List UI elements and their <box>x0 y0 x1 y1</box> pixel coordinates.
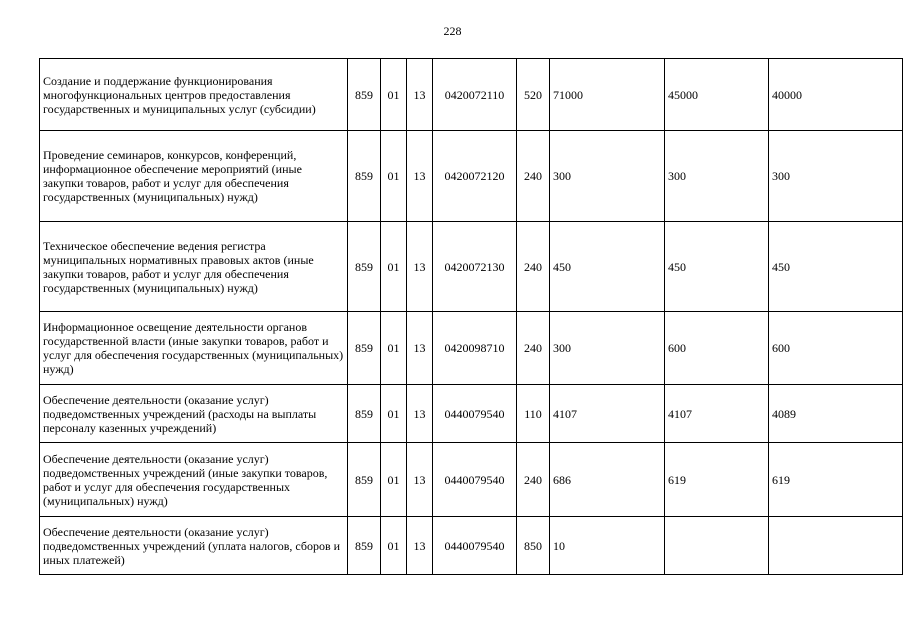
section-code: 01 <box>381 517 407 575</box>
amount-year-1: 450 <box>550 222 665 312</box>
amount-year-2: 619 <box>665 443 769 517</box>
row-description: Обеспечение деятельности (оказание услуг) подведомственных учреждений (уплата налогов, сборов и иных платежей) <box>40 517 348 575</box>
amount-year-3 <box>769 517 903 575</box>
table-row <box>40 59 903 131</box>
table-row <box>40 385 903 443</box>
subsection-code: 13 <box>407 131 433 222</box>
row-description: Обеспечение деятельности (оказание услуг) подведомственных учреждений (иные закупки товаров, работ и услуг для обеспечения государственных (муниципальных) нужд) <box>40 443 348 517</box>
ministry-code: 859 <box>348 222 381 312</box>
row-description: Создание и поддержание функционирования многофункциональных центров предоставления государственных и муниципальных услуг (субсидии) <box>40 59 348 131</box>
ministry-code: 859 <box>348 517 381 575</box>
table-row <box>40 222 903 312</box>
subsection-code: 13 <box>407 222 433 312</box>
expense-type-code: 110 <box>517 385 550 443</box>
page-number: 228 <box>443 24 462 38</box>
table-row <box>40 131 903 222</box>
ministry-code: 859 <box>348 443 381 517</box>
amount-year-3: 450 <box>769 222 903 312</box>
expense-type-code: 240 <box>517 443 550 517</box>
section-code: 01 <box>381 222 407 312</box>
section-code: 01 <box>381 312 407 385</box>
amount-year-2: 600 <box>665 312 769 385</box>
target-article-code: 0440079540 <box>433 517 517 575</box>
subsection-code: 13 <box>407 517 433 575</box>
amount-year-1: 686 <box>550 443 665 517</box>
ministry-code: 859 <box>348 131 381 222</box>
expense-type-code: 240 <box>517 131 550 222</box>
subsection-code: 13 <box>407 312 433 385</box>
subsection-code: 13 <box>407 59 433 131</box>
row-description: Информационное освещение деятельности органов государственной власти (иные закупки товаров, работ и услуг для обеспечения государственных (муниципальных) нужд) <box>40 312 348 385</box>
amount-year-2: 4107 <box>665 385 769 443</box>
subsection-code: 13 <box>407 443 433 517</box>
target-article-code: 0420072120 <box>433 131 517 222</box>
ministry-code: 859 <box>348 312 381 385</box>
amount-year-3: 600 <box>769 312 903 385</box>
target-article-code: 0420072110 <box>433 59 517 131</box>
amount-year-2: 450 <box>665 222 769 312</box>
expense-type-code: 240 <box>517 312 550 385</box>
section-code: 01 <box>381 385 407 443</box>
expense-type-code: 240 <box>517 222 550 312</box>
section-code: 01 <box>381 443 407 517</box>
table-row <box>40 312 903 385</box>
table-row <box>40 443 903 517</box>
amount-year-1: 300 <box>550 312 665 385</box>
row-description: Техническое обеспечение ведения регистра муниципальных нормативных правовых актов (иные закупки товаров, работ и услуг для обеспечения государственных (муниципальных) нужд) <box>40 222 348 312</box>
row-description: Проведение семинаров, конкурсов, конференций, информационное обеспечение мероприятий (иные закупки товаров, работ и услуг для обеспечения государственных (муниципальных) нужд) <box>40 131 348 222</box>
section-code: 01 <box>381 131 407 222</box>
ministry-code: 859 <box>348 59 381 131</box>
amount-year-1: 300 <box>550 131 665 222</box>
section-code: 01 <box>381 59 407 131</box>
amount-year-3: 4089 <box>769 385 903 443</box>
target-article-code: 0440079540 <box>433 443 517 517</box>
ministry-code: 859 <box>348 385 381 443</box>
expense-type-code: 850 <box>517 517 550 575</box>
expense-type-code: 520 <box>517 59 550 131</box>
amount-year-3: 300 <box>769 131 903 222</box>
amount-year-2 <box>665 517 769 575</box>
row-description: Обеспечение деятельности (оказание услуг) подведомственных учреждений (расходы на выплаты персоналу казенных учреждений) <box>40 385 348 443</box>
amount-year-1: 71000 <box>550 59 665 131</box>
amount-year-3: 619 <box>769 443 903 517</box>
amount-year-2: 300 <box>665 131 769 222</box>
amount-year-3: 40000 <box>769 59 903 131</box>
subsection-code: 13 <box>407 385 433 443</box>
target-article-code: 0440079540 <box>433 385 517 443</box>
amount-year-2: 45000 <box>665 59 769 131</box>
amount-year-1: 10 <box>550 517 665 575</box>
target-article-code: 0420098710 <box>433 312 517 385</box>
target-article-code: 0420072130 <box>433 222 517 312</box>
amount-year-1: 4107 <box>550 385 665 443</box>
table-row <box>40 517 903 575</box>
budget-table <box>39 58 903 575</box>
